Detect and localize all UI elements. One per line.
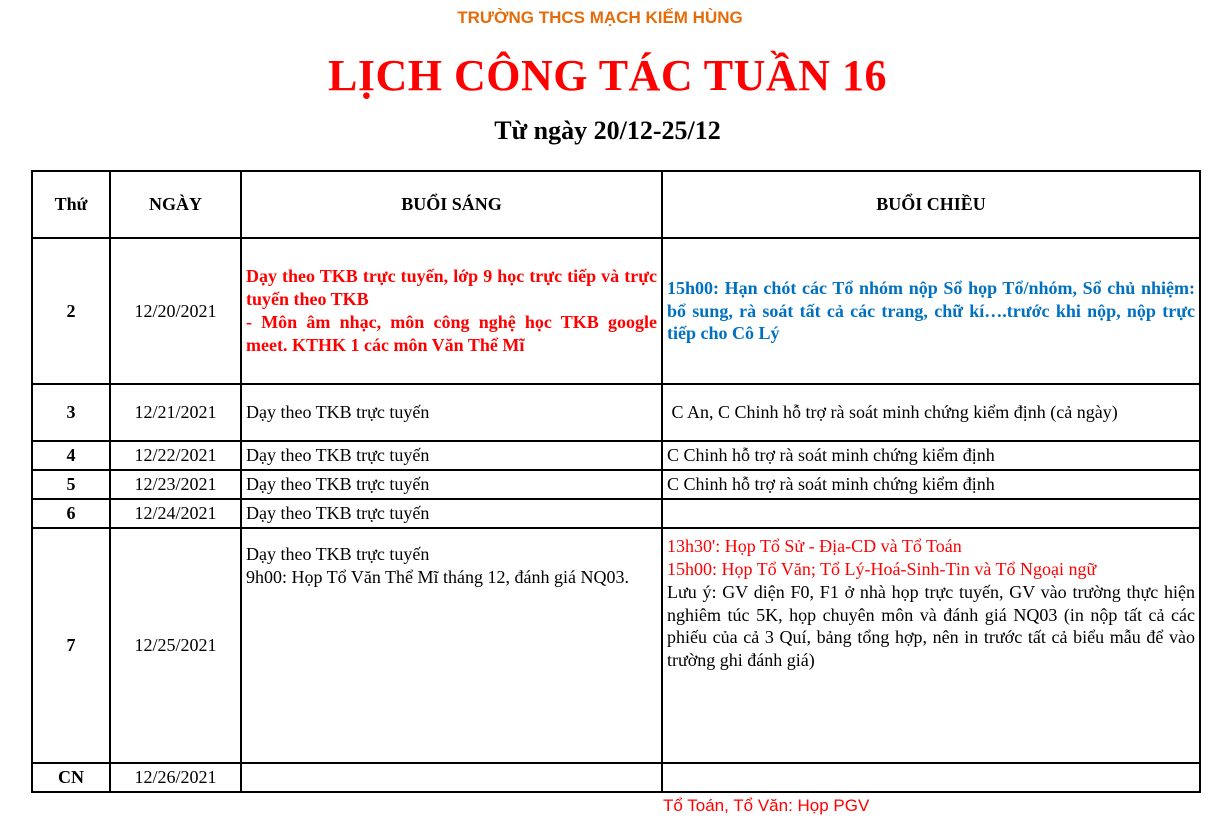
date-cell: 12/26/2021 xyxy=(110,763,241,792)
day-cell: 5 xyxy=(32,470,110,499)
morning-cell xyxy=(241,528,662,763)
morning-cell: Dạy theo TKB trực tuyến xyxy=(241,470,662,499)
morning-line: - Môn âm nhạc, môn công nghệ học TKB google meet. KTHK 1 các môn Văn Thể Mĩ xyxy=(246,312,657,355)
afternoon-cell: C Chinh hỗ trợ rà soát minh chứng kiểm định xyxy=(662,441,1200,470)
afternoon-cell: C Chinh hỗ trợ rà soát minh chứng kiểm định xyxy=(662,470,1200,499)
day-cell: 7 xyxy=(32,528,110,763)
afternoon-line: 13h30': Họp Tổ Sử - Địa-CD và Tổ Toán xyxy=(667,536,962,556)
table-header-row xyxy=(32,171,1200,238)
date-range: Từ ngày 20/12-25/12 xyxy=(494,116,721,145)
date-cell: 12/20/2021 xyxy=(110,238,241,384)
afternoon-note: Lưu ý: GV diện F0, F1 ở nhà họp trực tuyến, GV vào trường thực hiện nghiêm túc 5K, họp chuyên môn và đánh giá NQ03 (in nộp tất cả các phiếu của cả 3 Quí, bảng tổng hợp, nên in trước tất cả biểu mẫu để vào trường ghi đánh giá) xyxy=(667,581,1195,671)
table-row xyxy=(32,528,1200,763)
morning-line: 9h00: Họp Tổ Văn Thể Mĩ tháng 12, đánh giá NQ03. xyxy=(246,566,629,587)
day-cell: 4 xyxy=(32,441,110,470)
date-cell: 12/25/2021 xyxy=(110,528,241,763)
day-cell: 6 xyxy=(32,499,110,528)
column-header-thu: Thứ xyxy=(32,171,110,238)
afternoon-cell xyxy=(662,763,1200,792)
column-header-buoi-chieu: BUỔI CHIỀU xyxy=(662,171,1200,238)
morning-line: Dạy theo TKB trực tuyến xyxy=(246,544,430,564)
footer-note: Tổ Toán, Tổ Văn: Họp PGV xyxy=(663,796,870,815)
date-cell: 12/21/2021 xyxy=(110,384,241,441)
column-header-ngay: NGÀY xyxy=(110,171,241,238)
morning-cell xyxy=(241,238,662,384)
table-row xyxy=(32,441,1200,470)
table-row xyxy=(32,470,1200,499)
school-name: TRƯỜNG THCS MẠCH KIẾM HÙNG xyxy=(457,8,743,27)
morning-cell: Dạy theo TKB trực tuyến xyxy=(241,499,662,528)
day-cell: CN xyxy=(32,763,110,792)
morning-cell xyxy=(241,763,662,792)
morning-line: Dạy theo TKB trực tuyến, lớp 9 học trực tiếp và trực tuyến theo TKB xyxy=(246,266,657,310)
date-cell: 12/23/2021 xyxy=(110,470,241,499)
afternoon-cell xyxy=(662,528,1200,763)
schedule-table xyxy=(31,170,1201,793)
afternoon-line: 15h00: Họp Tổ Văn; Tổ Lý-Hoá-Sinh-Tin và Tổ Ngoại ngữ xyxy=(667,558,1097,579)
day-cell: 3 xyxy=(32,384,110,441)
table-row xyxy=(32,763,1200,792)
date-cell: 12/24/2021 xyxy=(110,499,241,528)
day-cell: 2 xyxy=(32,238,110,384)
column-header-buoi-sang: BUỔI SÁNG xyxy=(241,171,662,238)
page-title: LỊCH CÔNG TÁC TUẦN 16 xyxy=(328,51,887,100)
table-row xyxy=(32,238,1200,384)
date-cell: 12/22/2021 xyxy=(110,441,241,470)
afternoon-cell: 15h00: Hạn chót các Tổ nhóm nộp Sổ họp Tổ/nhóm, Sổ chủ nhiệm: bổ sung, rà soát tất cả các trang, chữ kí….trước khi nộp, nộp trực tiếp cho Cô Lý xyxy=(662,238,1200,384)
morning-cell: Dạy theo TKB trực tuyến xyxy=(241,384,662,441)
afternoon-cell: C An, C Chinh hỗ trợ rà soát minh chứng kiểm định (cả ngày) xyxy=(662,384,1200,441)
table-row xyxy=(32,499,1200,528)
afternoon-cell xyxy=(662,499,1200,528)
morning-cell: Dạy theo TKB trực tuyến xyxy=(241,441,662,470)
table-row xyxy=(32,384,1200,441)
